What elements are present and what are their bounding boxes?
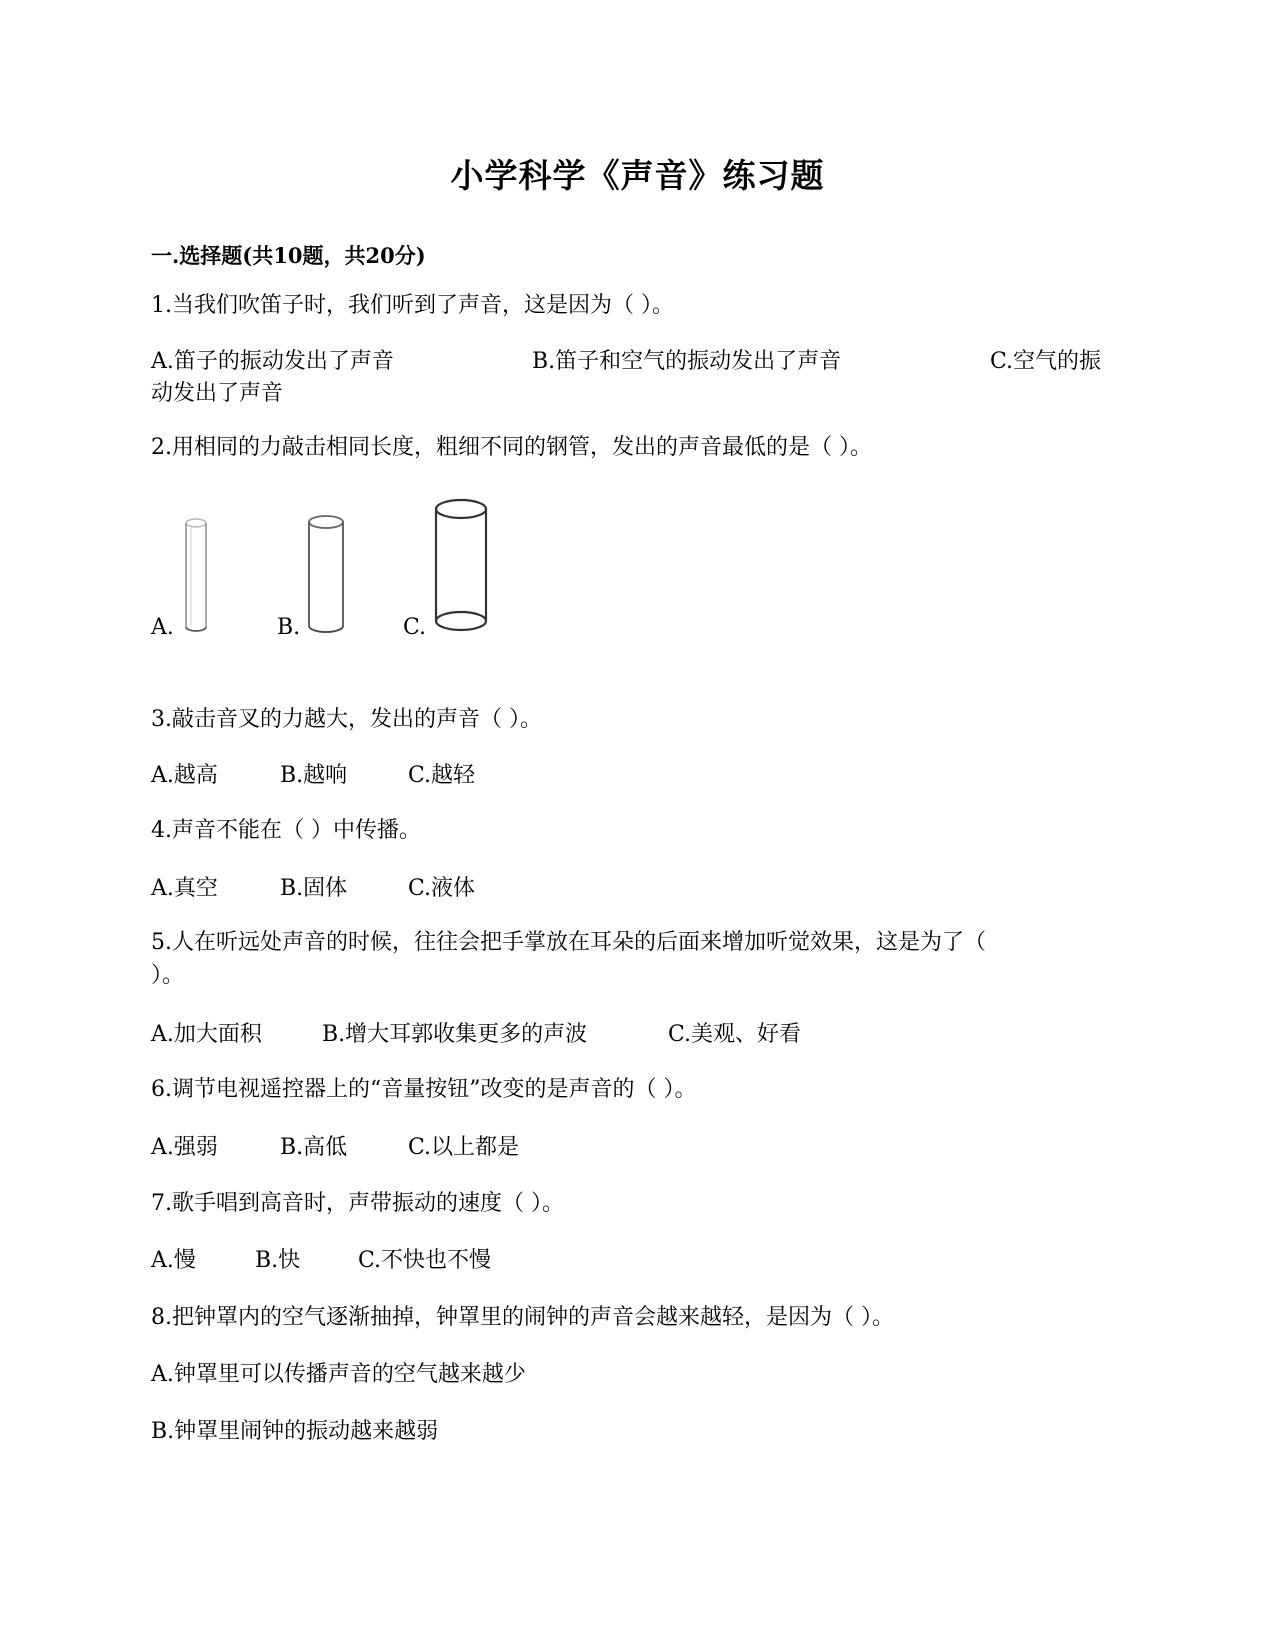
question-2-option-c: C. bbox=[403, 615, 427, 640]
question-3-option-a: A.越高 bbox=[151, 763, 218, 788]
question-1-stem: 1.当我们吹笛子时，我们听到了声音，这是因为（ ）。 bbox=[151, 293, 674, 318]
question-7-option-a: A.慢 bbox=[151, 1248, 196, 1273]
question-2-option-a: A. bbox=[151, 615, 174, 640]
question-7-option-b: B.快 bbox=[255, 1248, 301, 1273]
question-7-stem: 7.歌手唱到高音时，声带振动的速度（ ）。 bbox=[151, 1191, 564, 1216]
question-4-option-b: B.固体 bbox=[280, 876, 348, 901]
question-5-option-a: A.加大面积 bbox=[151, 1022, 262, 1047]
question-8-option-b: B.钟罩里闹钟的振动越来越弱 bbox=[151, 1419, 439, 1444]
question-6-option-a: A.强弱 bbox=[151, 1135, 218, 1160]
question-1-option-c-continued: 动发出了声音 bbox=[151, 381, 284, 406]
question-1-option-a: A.笛子的振动发出了声音 bbox=[151, 349, 394, 374]
question-8-stem: 8.把钟罩内的空气逐渐抽掉，钟罩里的闹钟的声音会越来越轻，是因为（ ）。 bbox=[151, 1305, 894, 1330]
question-2-figures bbox=[151, 505, 551, 645]
question-3-stem: 3.敲击音叉的力越大，发出的声音（ ）。 bbox=[151, 707, 542, 732]
page-title: 小学科学《声音》练习题 bbox=[450, 156, 825, 195]
question-5-stem-continued: ）。 bbox=[151, 963, 185, 988]
question-2-stem: 2.用相同的力敲击相同长度，粗细不同的钢管，发出的声音最低的是（ ）。 bbox=[151, 435, 872, 460]
question-3-option-c: C.越轻 bbox=[408, 763, 476, 788]
question-5-option-c: C.美观、好看 bbox=[668, 1022, 802, 1047]
question-4-option-a: A.真空 bbox=[151, 876, 218, 901]
question-4-stem: 4.声音不能在（ ）中传播。 bbox=[151, 818, 421, 843]
section-heading: 一.选择题(共10题，共20分) bbox=[151, 243, 426, 268]
question-2-option-b: B. bbox=[277, 615, 301, 640]
question-6-option-b: B.高低 bbox=[280, 1135, 348, 1160]
question-5-option-b: B.增大耳郭收集更多的声波 bbox=[322, 1022, 588, 1047]
medium-tube-icon bbox=[305, 512, 347, 638]
question-1-option-c: C.空气的振 bbox=[990, 349, 1102, 374]
question-8-option-a: A.钟罩里可以传播声音的空气越来越少 bbox=[151, 1362, 526, 1387]
question-5-stem: 5.人在听远处声音的时候，往往会把手掌放在耳朵的后面来增加听觉效果，这是为了（ bbox=[151, 930, 986, 955]
question-7-option-c: C.不快也不慢 bbox=[358, 1248, 492, 1273]
thin-tube-icon bbox=[181, 515, 211, 637]
question-6-option-c: C.以上都是 bbox=[408, 1135, 520, 1160]
question-3-option-b: B.越响 bbox=[280, 763, 348, 788]
question-6-stem: 6.调节电视遥控器上的“音量按钮”改变的是声音的（ ）。 bbox=[151, 1077, 697, 1102]
question-1-option-b: B.笛子和空气的振动发出了声音 bbox=[532, 349, 842, 374]
question-4-option-c: C.液体 bbox=[408, 876, 476, 901]
thick-tube-icon bbox=[432, 497, 490, 637]
